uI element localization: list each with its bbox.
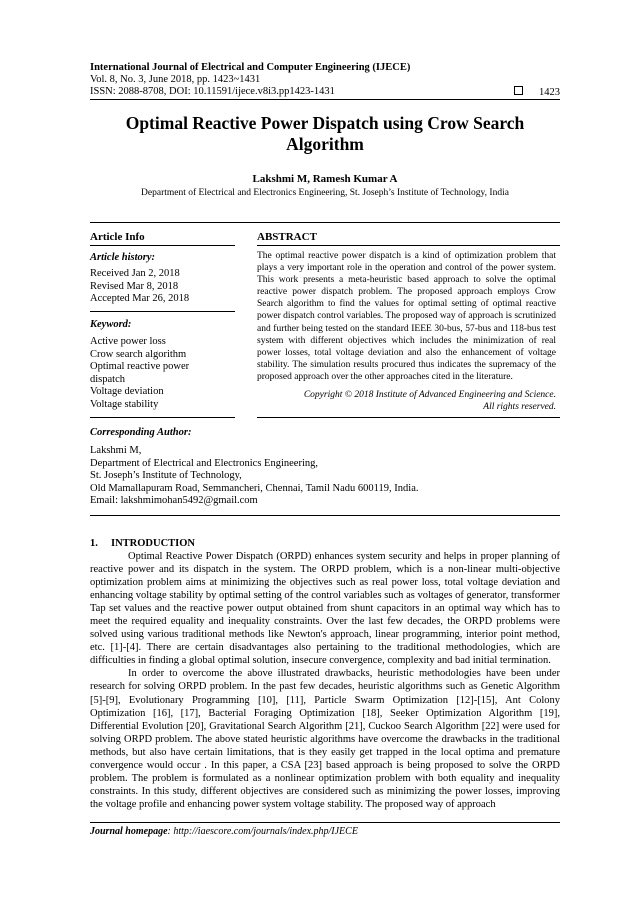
issn-doi: ISSN: 2088-8708, DOI: 10.11591/ijece.v8i3.pp1423-1431 (90, 86, 335, 97)
abstract-text: The optimal reactive power dispatch is a kind of optimization problem that plays a very important role in the operation and control of the power system. This work presents a meta-heuristic based approach to solve the optimal reactive power dispatch problem. The proposed approach employs Crow Search algorithm to find the values for optimal setting of optimal reactive power dispatch control variables. The proposed way of approach is scrutinized and further being tested on the standard IEEE 30-bus, 57-bus and 118-bus test system with different objectives which includes the minimization of real power losses, total voltage deviation and also the enhancement of voltage stability. The simulation results procured thus indicates the supremacy of the proposed approach over the other approaches cited in the literature. (257, 251, 556, 382)
page-number: 1423 (539, 87, 560, 98)
keyword-item: Optimal reactive power (90, 361, 190, 373)
info-bottom-rule (90, 417, 235, 418)
title-line-2: Algorithm (286, 134, 364, 154)
corresponding-author-heading: Corresponding Author: (90, 427, 192, 438)
journal-name: International Journal of Electrical and Computer Engineering (IJECE) (90, 62, 411, 73)
copyright-line-1: Copyright © 2018 Institute of Advanced Engineering and Science. (303, 390, 556, 400)
keyword-label: Keyword: (90, 319, 132, 330)
abstract-head-rule (257, 245, 560, 246)
section-title: INTRODUCTION (111, 538, 196, 549)
keyword-list (90, 336, 189, 412)
journal-volume: Vol. 8, No. 3, June 2018, pp. 1423~1431 (90, 74, 261, 85)
article-history-label: Article history: (90, 252, 156, 263)
homepage-label: Journal homepage (90, 826, 168, 837)
info-head-rule (90, 245, 235, 246)
keyword-item: Crow search algorithm (90, 348, 187, 360)
corresponding-bottom-rule (90, 515, 560, 516)
history-rule (90, 311, 235, 312)
corr-line: Old Mamallapuram Road, Semmancheri, Chennai, Tamil Nadu 600119, India. (90, 482, 419, 494)
article-info-heading: Article Info (90, 231, 145, 243)
page-number-block (514, 86, 560, 99)
keyword-item: Active power loss (90, 336, 166, 347)
paper-affiliation: Department of Electrical and Electronics Engineering, St. Joseph’s Institute of Technology, India (141, 188, 509, 198)
square-icon (514, 86, 523, 95)
section-number: 1. (90, 538, 98, 549)
paper-title (90, 113, 560, 155)
corr-line: St. Joseph’s Institute of Technology, (90, 470, 242, 482)
abstract-heading: ABSTRACT (257, 231, 317, 243)
keyword-item: Voltage stability (90, 398, 159, 410)
copyright-line-2: All rights reserved. (483, 402, 556, 412)
info-top-rule (90, 222, 560, 223)
paper-authors: Lakshmi M, Ramesh Kumar A (252, 173, 398, 185)
keyword-item: Voltage deviation (90, 386, 164, 398)
keyword-item: dispatch (90, 373, 125, 385)
article-history (90, 268, 189, 306)
corr-email: Email: lakshmimohan5492@gmail.com (90, 495, 258, 507)
introduction-body (90, 550, 560, 811)
section-heading-introduction (90, 537, 195, 550)
header-rule (90, 99, 560, 100)
history-received: Received Jan 2, 2018 (90, 268, 180, 279)
corr-line: Lakshmi M, (90, 445, 142, 456)
paragraph: Optimal Reactive Power Dispatch (ORPD) enhances system security and helps in proper planning of reactive power and its dispatch in the system. The ORPD problem, which is a non-linear multi-objective optimization problem aims at minimizing the objectives such as real power loss, total voltage deviation and enhancing voltage stability by optimal setting of the control variables such as voltages of generator, transformer Tap set values and the reactive power output obtained from shunt capacitors in an optimal way which has to meet the required equality and inequality constraints. Over the last few decades, the ORPD problems were solved using various traditional methods like Newton's approach, linear programming, interior point method, etc. [1]-[4]. There are certain disadvantages also pertaining to the traditional methodologies, which are difficulties in finding a global optimal solution, insecure convergence, complexity and bad initial termination. (90, 551, 560, 667)
title-line-1: Optimal Reactive Power Dispatch using Crow Search (125, 113, 525, 133)
journal-homepage (90, 826, 358, 838)
history-accepted: Accepted Mar 26, 2018 (90, 293, 190, 305)
corr-line: Department of Electrical and Electronics Engineering, (90, 457, 318, 469)
corresponding-author-details (90, 445, 418, 508)
journal-issn (90, 86, 560, 98)
paragraph: In order to overcome the above illustrated drawbacks, heuristic methodologies have been under research for solving ORPD problem. In the past few decades, heuristic algorithms such as Genetic Algorithm [5]-[9], Evolutionary Programming [10], [11], Particle Swarm Optimization [12]-[15], Ant Colony Optimization [16], [17], Bacterial Foraging Optimization [18], Seeker Optimization Algorithm [19], Differential Evolution [20], Gravitational Search Algorithm [21], Cuckoo Search Algorithm [22] were used for solving ORPD problem. The above stated heuristic algorithms have overcome the drawbacks in the traditional methods, but also have certain limitations, that is they easily get trapped in the local optima and premature convergence would occur . In this paper, a CSA [23] based approach is being proposed to solve the ORPD problem. The problem is formulated as a nonlinear optimization problem with both equality and inequality constraints. In this study, different objectives are considered such as minimizing the power losses, improving the voltage profile and enhancing power system voltage stability. The proposed way of approach (90, 668, 560, 810)
homepage-url[interactable]: : http://iaescore.com/journals/index.php/IJECE (167, 826, 358, 837)
footer-rule (90, 822, 560, 823)
copyright-notice (257, 389, 556, 413)
history-revised: Revised Mar 8, 2018 (90, 280, 179, 292)
abstract-bottom-rule (257, 417, 560, 418)
